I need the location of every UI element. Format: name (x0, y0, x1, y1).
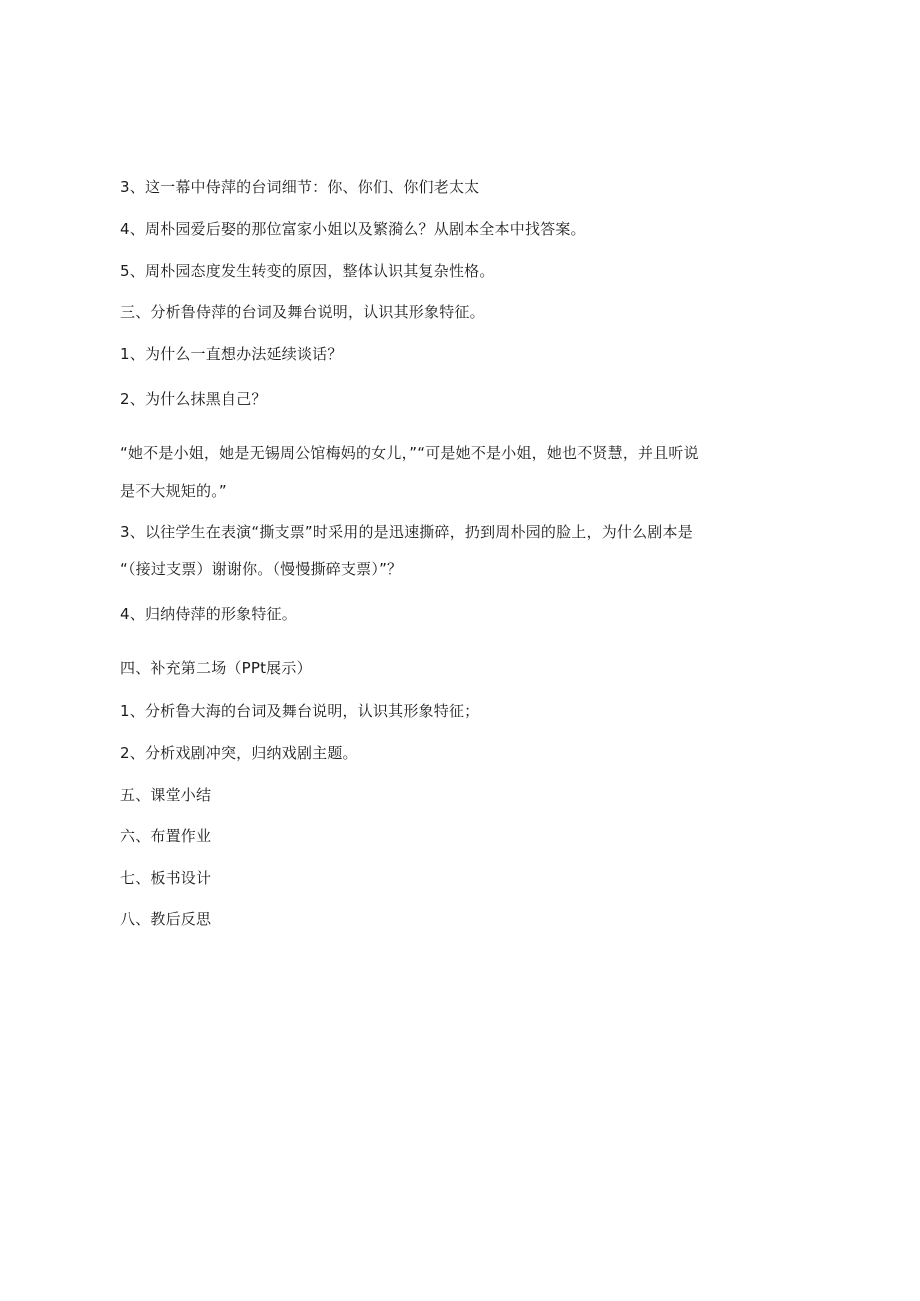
text-line-q1: 1、为什么一直想办法延续谈话？ (120, 345, 343, 363)
section-heading-5: 五、课堂小结 (120, 786, 212, 804)
section-heading-8: 八、教后反思 (120, 910, 212, 928)
quote-line-2: 是不大规矩的。” (120, 482, 227, 500)
text-line-q2: 2、为什么抹黑自己？ (120, 390, 267, 408)
section-heading-3: 三、分析鲁侍萍的台词及舞台说明，认识其形象特征。 (120, 303, 485, 321)
text-line-item5-reason: 5、周朴园态度发生转变的原因，整体认识其复杂性格。 (120, 262, 495, 280)
text-line-q3-part1: 3、以往学生在表演“撕支票”时采用的是迅速撕碎，扔到周朴园的脸上，为什么剧本是 (120, 523, 693, 541)
text-line-s4-item2: 2、分析戏剧冲突，归纳戏剧主题。 (120, 744, 358, 762)
text-line-q3-part2: “（接过支票）谢谢你。（慢慢撕碎支票）”？ (120, 560, 403, 578)
section-heading-6: 六、布置作业 (120, 827, 212, 845)
text-line-q4: 4、归纳侍萍的形象特征。 (120, 605, 297, 623)
section-heading-4: 四、补充第二场（PPt展示） (120, 659, 312, 677)
quote-line-1: “她不是小姐，她是无锡周公馆梅妈的女儿，”“可是她不是小姐，她也不贤慧，并且听说 (120, 444, 699, 462)
text-line-item4-question: 4、周朴园爱后娶的那位富家小姐以及繁漪么？从剧本全本中找答案。 (120, 220, 586, 238)
text-line-item3-dialogue: 3、这一幕中侍萍的台词细节：你、你们、你们老太太 (120, 178, 480, 196)
section-heading-7: 七、板书设计 (120, 869, 212, 887)
text-line-s4-item1: 1、分析鲁大海的台词及舞台说明，认识其形象特征； (120, 702, 480, 720)
